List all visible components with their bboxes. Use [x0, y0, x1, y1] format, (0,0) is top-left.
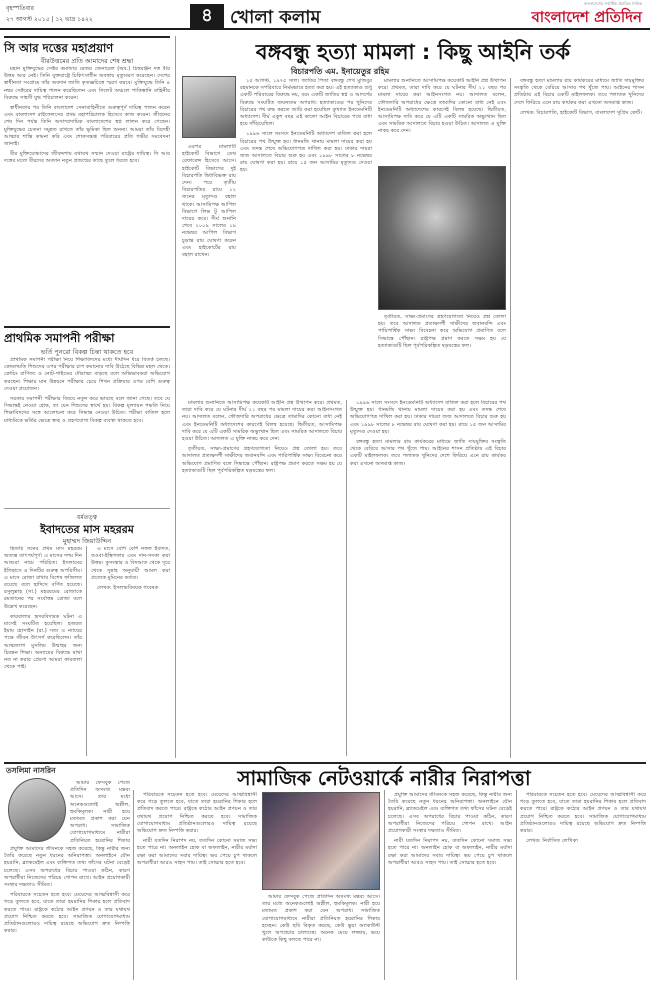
bangabandhu-photo: [378, 166, 506, 310]
lead-para: মামলার শুনানিতে আসামিপক্ষ কয়েকটি আইনি প্রশ্ন উত্থাপন করে। প্রথমত, তারা দাবি করে যে ঘটনার দীর্ঘ ২১ বছর পর মামলা দায়ের করা আইনসংগত নয়। আদালত বলেন, ফৌজদারি অপরাধের ক্ষেত্রে তামাদির কোনো বাধা নেই এবং ইনডেমনিটি অধ্যাদেশের কারণেই বিলম্ব হয়েছে। দ্বিতীয়ত, আসামিপক্ষ দাবি করে যে এটি একটি সামরিক অভ্যুত্থান ছিল এবং সামরিক আদালতে বিচার হওয়া উচিত। আদালত এ যুক্তি নাকচ করে দেন।: [182, 400, 342, 443]
feature1-kicker: ধর্মতত্ত্ব: [77, 514, 97, 521]
story1-para: মহান মুক্তিযুদ্ধের সেক্টর কমান্ডার মেজর জেনারেল (অব.) চিত্তরঞ্জন দত্ত বীর উত্তম আর নেই। তিনি যুক্তরাষ্ট্রে চিকিৎসাধীন অবস্থায় মৃত্যুবরণ করেছেন। দেশের স্বাধীনতা সংগ্রামে তাঁর অবদান জাতি কৃতজ্ঞচিত্তে স্মরণ করবে। মুক্তিযুদ্ধে তিনি ৪ নম্বর সেক্টরের দায়িত্ব পালন করেছিলেন এবং সিলেট অঞ্চলে পাকিস্তানি বাহিনীর বিরুদ্ধে সাহসী যুদ্ধ পরিচালনা করেন।: [4, 66, 170, 101]
column-divider: [516, 790, 517, 980]
feature1-top-rule: [4, 508, 170, 509]
feature2-body-col3: [262, 894, 380, 980]
story1-title: সি আর দত্তের মহাপ্রয়াণ: [4, 41, 114, 55]
lead-para: লেখক: বিচারপতি, হাইকোর্ট বিভাগ, বাংলাদেশ সুপ্রিম কোর্ট।: [520, 109, 642, 116]
story2-para: প্রাথমিক সমাপনী পরীক্ষা নিয়ে শিক্ষাবিদদের মধ্যে দীর্ঘদিন ধরে বিতর্ক চলছে। কোমলমতি শিশুদের ওপর পরীক্ষার চাপ কমানোর দাবি উঠেছে বিভিন্ন মহল থেকে। কোচিং বাণিজ্য ও নোট-গাইডের দৌরাত্ম্য বাড়ছে বলে অভিভাবকরা অভিযোগ করছেন। শিক্ষার মান উন্নয়নে পরীক্ষার চেয়ে শিখন প্রক্রিয়ার ওপর বেশি গুরুত্ব দেওয়া প্রয়োজন।: [4, 357, 170, 392]
lead-para: ১৯৯৬ সালে সংসদে ইনডেমনিটি অধ্যাদেশ বাতিল করা হলে বিচারের পথ উন্মুক্ত হয়। ধানমন্ডি থানায় মামলা দায়ের করা হয় এবং তদন্ত শেষে অভিযোগপত্র দাখিল করা হয়। ঢাকার দায়রা জজ আদালতে বিচার শুরু হয় এবং ১৯৯৮ সালের ৮ নভেম্বর রায় ঘোষণা করা হয়। রায়ে ১৫ জন আসামির মৃত্যুদণ্ড দেওয়া হয়।: [240, 131, 372, 174]
lead-para: মামলার শুনানিতে আসামিপক্ষ কয়েকটি আইনি প্রশ্ন উত্থাপন করে। প্রথমত, তারা দাবি করে যে ঘটনার দীর্ঘ ২১ বছর পর মামলা দায়ের করা আইনসংগত নয়। আদালত বলেন, ফৌজদারি অপরাধের ক্ষেত্রে তামাদির কোনো বাধা নেই এবং ইনডেমনিটি অধ্যাদেশের কারণেই বিলম্ব হয়েছে। দ্বিতীয়ত, আসামিপক্ষ দাবি করে যে এটি একটি সামরিক অভ্যুত্থান ছিল এবং সামরিক আদালতে বিচার হওয়া উচিত। আদালত এ যুক্তি নাকচ করে দেন।: [378, 78, 506, 135]
feature2-para: প্রযুক্তি আমাদের জীবনকে সহজ করেছে, কিন্তু নারীর জন্য তৈরি করেছে নতুন ধরনের অনিরাপত্তা। অনলাইনে যৌন হয়রানি, ব্ল্যাকমেইল এবং ব্যক্তিগত তথ্য ফাঁসের ঘটনা বেড়েই চলেছে। এসব অপরাধের বিচার পাওয়া কঠিন, কারণ অপরাধীরা নিজেদের পরিচয় গোপন রাখে। আইন প্রয়োগকারী সংস্থার দক্ষতাও সীমিত।: [388, 792, 512, 835]
column-divider: [86, 546, 87, 756]
column-divider: [133, 790, 134, 980]
feature2-para: নারী যতদিন নিরাপদ নয়, ততদিন কোনো সমাজ সভ্য হতে পারে না। অনলাইন হোক বা অফলাইন, নারীর মর্যাদা রক্ষা করা আমাদের সবার দায়িত্ব। ভয় পেয়ে চুপ থাকলে অপরাধীরা আরও সাহস পায়। তাই সোচ্চার হতে হবে।: [388, 838, 512, 866]
column-divider: [346, 400, 347, 756]
column-divider: [384, 790, 385, 980]
feature2-para: আমার ফেসবুক পেজে প্রতিদিন অসংখ্য মন্তব্য আসে। তার মধ্যে অনেকগুলোই অশ্লীল, হুমকিমূলক। নারী হয়ে মতামত প্রকাশ করা যেন অপরাধ। সামাজিক যোগাযোগমাধ্যমে নারীরা প্রতিনিয়ত হয়রানির শিকার: [70, 780, 130, 842]
feature1-para: হিজরি সনের প্রথম মাস মহররম অত্যন্ত তাৎপর্যপূর্ণ। এ মাসের দশম দিন আশুরা নামে পরিচিত। ইসলামের ইতিহাসে এ দিনটির গুরুত্ব অপরিসীম। এ মাসে রোজা রাখার বিশেষ ফজিলত রয়েছে বলে হাদিসে বর্ণিত হয়েছে। রসুলুল্লাহ (সা.) মহররমের রোজাকে রমজানের পর সর্বোত্তম রোজা বলে উল্লেখ করেছেন।: [4, 546, 82, 610]
feature2-body-col4: [388, 792, 512, 980]
story2-deck: ভর্তি পুনরো বিকল্প চিন্তা থাকতে হবে: [40, 348, 134, 356]
lead-para: তৃতীয়ত, সাক্ষ্য-প্রমাণের গ্রহণযোগ্যতা নিয়েও প্রশ্ন তোলা হয়। তবে আদালত প্রত্যক্ষদর্শী সাক্ষীদের জবানবন্দি এবং পারিপার্শ্বিক সাক্ষ্য বিবেচনা করে অভিযোগ প্রমাণিত বলে সিদ্ধান্তে পৌঁছান। রাষ্ট্রপক্ষ প্রমাণ করতে সক্ষম হয় যে হত্যাকাণ্ডটি ছিল পূর্বপরিকল্পিত ষড়যন্ত্রের ফল।: [182, 446, 342, 474]
feature2-para: নারী যতদিন নিরাপদ নয়, ততদিন কোনো সমাজ সভ্য হতে পারে না। অনলাইন হোক বা অফলাইন, নারীর মর্যাদা রক্ষা করা আমাদের সবার দায়িত্ব। ভয় পেয়ে চুপ থাকলে অপরাধীরা আরও সাহস পায়। তাই সোচ্চার হতে হবে।: [137, 838, 257, 866]
feature2-photo: [262, 792, 380, 890]
story1-body: [4, 66, 170, 324]
lead-body-col2-top: [378, 78, 506, 164]
lead-para: এরপর মামলাটি হাইকোর্ট বিভাগে ডেথ রেফারেন্স হিসেবে আসে। হাইকোর্ট বিভাগের দুই বিচারপতি দ্বিধাবিভক্ত রায় দেন। পরে তৃতীয় বিচারপতির রায়ে ১২ জনের মৃত্যুদণ্ড বহাল থাকে। আসামিপক্ষ আপিল বিভাগে লিভ টু আপিল দায়ের করে। দীর্ঘ শুনানি শেষে ২০০৯ সালের ১৯ নভেম্বর আপিল বিভাগ চূড়ান্ত রায় ঘোষণা করেন এবং হাইকোর্টের রায় বহাল রাখেন।: [182, 144, 236, 259]
feature2-body-col1: [4, 846, 130, 980]
brand-logo: বাংলাদেশ প্রতিদিন: [531, 8, 642, 26]
feature2-para: পরিবারকে সচেতন হতে হবে। মেয়েদের আত্মবিশ্বাসী করে গড়ে তুলতে হবে, যাতে তারা হয়রানির শিকার হলে প্রতিবাদ করতে পারে। রাষ্ট্রকে কঠোর আইন প্রণয়ন ও তার যথাযথ প্রয়োগ নিশ্চিত করতে হবে। সামাজিক যোগাযোগমাধ্যম প্রতিষ্ঠানগুলোরও দায়িত্ব রয়েছে অভিযোগ দ্রুত নিষ্পত্তি করার।: [4, 892, 130, 935]
feature2-para: লেখক: নির্বাসিত লেখিকা: [526, 838, 578, 845]
feature1-body-col1: [4, 546, 82, 756]
feature2-para: পরিবারকে সচেতন হতে হবে। মেয়েদের আত্মবিশ্বাসী করে গড়ে তুলতে হবে, যাতে তারা হয়রানির শিকার হলে প্রতিবাদ করতে পারে। রাষ্ট্রকে কঠোর আইন প্রণয়ন ও তার যথাযথ প্রয়োগ নিশ্চিত করতে হবে। সামাজিক যোগাযোগমাধ্যম প্রতিষ্ঠানগুলোরও দায়িত্ব রয়েছে অভিযোগ দ্রুত নিষ্পত্তি করার।: [520, 792, 646, 835]
lead-body-col4: [182, 400, 342, 756]
feature2-para: প্রযুক্তি আমাদের জীবনকে সহজ করেছে, কিন্তু নারীর জন্য তৈরি করেছে নতুন ধরনের অনিরাপত্তা। অনলাইনে যৌন হয়রানি, ব্ল্যাকমেইল এবং ব্যক্তিগত তথ্য ফাঁসের ঘটনা বেড়েই চলেছে। এসব অপরাধের বিচার পাওয়া কঠিন, কারণ অপরাধীরা নিজেদের পরিচয় গোপন রাখে। আইন প্রয়োগকারী সংস্থার দক্ষতাও সীমিত।: [4, 846, 130, 889]
lead-para: বঙ্গবন্ধু হত্যা মামলার রায় কার্যকরের মাধ্যমে জাতি দায়মুক্তির সংস্কৃতি থেকে বেরিয়ে আসার পথ খুঁজে পায়। আইনের শাসন প্রতিষ্ঠায় এই বিচার একটি মাইলফলক। তবে পলাতক খুনিদের দেশে ফিরিয়ে এনে রায় কার্যকর করা এখনো অসমাপ্ত কাজ।: [350, 439, 506, 467]
header-date: ২৭ আগস্ট ২০১৫ | ১২ ভাদ্র ১৪২২: [6, 16, 93, 23]
page-number: ৪: [190, 4, 224, 28]
page-header: [0, 0, 650, 30]
story1-para: স্বাধীনতার পর তিনি বাংলাদেশ সেনাবাহিনীতে গুরুত্বপূর্ণ দায়িত্ব পালন করেন এবং বাংলাদেশ রাইফেলসের প্রথম মহাপরিচালক হিসেবে কাজ করেন। জীবনের শেষ দিন পর্যন্ত তিনি অসাম্প্রদায়িক বাংলাদেশের স্বপ্ন লালন করে গেছেন। মুক্তিযুদ্ধের চেতনা সমুন্নত রাখতে তাঁর ভূমিকা ছিল অনন্য। আমরা তাঁর বিদেহী আত্মার শান্তি কামনা করি এবং শোকসন্তপ্ত পরিবারের প্রতি গভীর সমবেদনা জানাই।: [4, 105, 170, 148]
feature2-author: তসলিমা নাসরিন: [6, 766, 56, 775]
feature1-para: এ মাসে বেশি বেশি নফল ইবাদত, তওবা-ইস্তিগফার এবং দান-সদকা করা উত্তম। কুসংস্কার ও বিদআত থেকে দূরে থেকে সুন্নাহ অনুযায়ী আমল করা প্রত্যেক মুমিনের কর্তব্য।: [91, 546, 170, 581]
lead-body-col0: [182, 144, 236, 396]
lead-para: তৃতীয়ত, সাক্ষ্য-প্রমাণের গ্রহণযোগ্যতা নিয়েও প্রশ্ন তোলা হয়। তবে আদালত প্রত্যক্ষদর্শী সাক্ষীদের জবানবন্দি এবং পারিপার্শ্বিক সাক্ষ্য বিবেচনা করে অভিযোগ প্রমাণিত বলে সিদ্ধান্তে পৌঁছান। রাষ্ট্রপক্ষ প্রমাণ করতে সক্ষম হয় যে হত্যাকাণ্ডটি ছিল পূর্বপরিকল্পিত ষড়যন্ত্রের ফল।: [378, 314, 506, 349]
story2-top-rule: [4, 326, 170, 328]
feature2-para: পরিবারকে সচেতন হতে হবে। মেয়েদের আত্মবিশ্বাসী করে গড়ে তুলতে হবে, যাতে তারা হয়রানির শিকার হলে প্রতিবাদ করতে পারে। রাষ্ট্রকে কঠোর আইন প্রণয়ন ও তার যথাযথ প্রয়োগ নিশ্চিত করতে হবে। সামাজিক যোগাযোগমাধ্যম প্রতিষ্ঠানগুলোরও দায়িত্ব রয়েছে অভিযোগ দ্রুত নিষ্পত্তি করার।: [137, 792, 257, 835]
story1-para: বীর মুক্তিযোদ্ধাদের জীবদ্দশায় যথাযথ সম্মান দেওয়া রাষ্ট্রের দায়িত্ব। সি আর দত্তের মতো বীরদের অবদান নতুন প্রজন্মের কাছে তুলে ধরতে হবে।: [4, 151, 170, 165]
author-photo: [182, 76, 236, 138]
section-name: খোলা কলাম: [230, 7, 321, 28]
lead-body-col1: [240, 78, 372, 396]
story1-deck: বীরউত্তমের প্রতি আমাদের শেষ শ্রদ্ধা: [40, 57, 134, 65]
story2-para: সরকার সমাপনী পরীক্ষার বিষয়ে নতুন করে ভাবছে বলে জানা গেছে। তবে যে সিদ্ধান্তই নেওয়া হোক, তা যেন শিশুদের স্বার্থে হয়। বিকল্প মূল্যায়ন পদ্ধতি নিয়ে শিক্ষাবিদদের সঙ্গে আলোচনা করে সিদ্ধান্ত নেওয়া উচিত। পরীক্ষা বাতিল হলে মাধ্যমিকে ভর্তির ক্ষেত্রে স্বচ্ছ ও গ্রহণযোগ্য বিকল্প ব্যবস্থা থাকতে হবে।: [4, 396, 170, 424]
lead-para: ১৫ আগস্ট, ১৯৭৫ সাল। জাতির পিতা বঙ্গবন্ধু শেখ মুজিবুর রহমানকে সপরিবারে নির্মমভাবে হত্যা করা হয়। এই হত্যাকাণ্ড শুধু একটি পরিবারের বিরুদ্ধে নয়, বরং একটি জাতির স্বপ্ন ও আদর্শের বিরুদ্ধে সংঘটিত জঘন্যতম অপরাধ। হত্যাকাণ্ডের পর খুনিদের বিচারের পথ রুদ্ধ করতে জারি করা হয়েছিল কুখ্যাত ইনডেমনিটি অধ্যাদেশ। দীর্ঘ একুশ বছর এই কালো আইন বিচারের পথে বাধা হয়ে দাঁড়িয়েছিল।: [240, 78, 372, 128]
feature2-body-col5: [520, 792, 646, 980]
column-divider: [510, 78, 511, 758]
feature1-para: কারবালার হৃদয়বিদারক ঘটনা এ মাসেই সংঘটিত হয়েছিল। হজরত ইমাম হোসাইন (রা.) সত্য ও ন্যায়ের পক্ষে জীবন উৎসর্গ করেছিলেন। তাঁর আত্মত্যাগ মুসলিম উম্মাহর জন্য চিরন্তন শিক্ষা। অন্যায়ের বিরুদ্ধে মাথা নত না করার প্রেরণা আমরা কারবালা থেকে পাই।: [4, 613, 82, 671]
story1-top-rule: [4, 36, 170, 38]
lead-para: ১৯৯৬ সালে সংসদে ইনডেমনিটি অধ্যাদেশ বাতিল করা হলে বিচারের পথ উন্মুক্ত হয়। ধানমন্ডি থানায় মামলা দায়ের করা হয় এবং তদন্ত শেষে অভিযোগপত্র দাখিল করা হয়। ঢাকার দায়রা জজ আদালতে বিচার শুরু হয় এবং ১৯৯৮ সালের ৮ নভেম্বর রায় ঘোষণা করা হয়। রায়ে ১৫ জন আসামির মৃত্যুদণ্ড দেওয়া হয়।: [350, 400, 506, 435]
feature2-author-photo: [8, 778, 66, 842]
feature1-title: ইবাদতের মাস মহররম: [40, 523, 134, 536]
feature2-title: সামাজিক নেটওয়ার্কে নারীর নিরাপত্তা: [237, 766, 531, 790]
feature1-author: মুহাম্মদ জিয়াউদ্দিন: [62, 537, 112, 545]
header-day: বৃহস্পতিবার: [6, 5, 34, 12]
lead-body-col2-bottom: [378, 314, 506, 396]
story2-title: প্রাথমিক সমাপনী পরীক্ষা: [4, 331, 115, 345]
feature2-body-col2: [137, 792, 257, 980]
feature1-body-col2: [91, 546, 170, 756]
lead-author: বিচারপতি এম. ইনায়েতুর রহিম: [290, 67, 390, 76]
column-divider: [175, 36, 176, 758]
lead-para: বঙ্গবন্ধু হত্যা মামলার রায় কার্যকরের মাধ্যমে জাতি দায়মুক্তির সংস্কৃতি থেকে বেরিয়ে আসার পথ খুঁজে পায়। আইনের শাসন প্রতিষ্ঠায় এই বিচার একটি মাইলফলক। তবে পলাতক খুনিদের দেশে ফিরিয়ে এনে রায় কার্যকর করা এখনো অসমাপ্ত কাজ।: [514, 78, 644, 106]
feature1-para: লেখক: ইসলামবিষয়ক গবেষক: [97, 585, 159, 592]
feature2-para: আমার ফেসবুক পেজে প্রতিদিন অসংখ্য মন্তব্য আসে। তার মধ্যে অনেকগুলোই অশ্লীল, হুমকিমূলক। নারী হয়ে মতামত প্রকাশ করা যেন অপরাধ। সামাজিক যোগাযোগমাধ্যমে নারীরা প্রতিনিয়ত হয়রানির শিকার হচ্ছেন। কেউ ছবি বিকৃত করছে, কেউ ভুয়া অ্যাকাউন্ট খুলে অপপ্রচার চালাচ্ছে। অনেক মেয়ে লজ্জায়, ভয়ে কাউকে কিছু বলতে পারে না।: [262, 894, 380, 944]
story2-body: [4, 357, 170, 505]
lead-body-col3: [514, 78, 644, 756]
lead-title: বঙ্গবন্ধু হত্যা মামলা : কিছু আইনি তর্ক: [255, 40, 571, 64]
brand-tagline: বাংলাদেশের সর্বাধিক প্রচারিত দৈনিক: [584, 1, 642, 6]
lead-body-col5: [350, 400, 506, 756]
feature2-body-intro: [70, 780, 130, 842]
